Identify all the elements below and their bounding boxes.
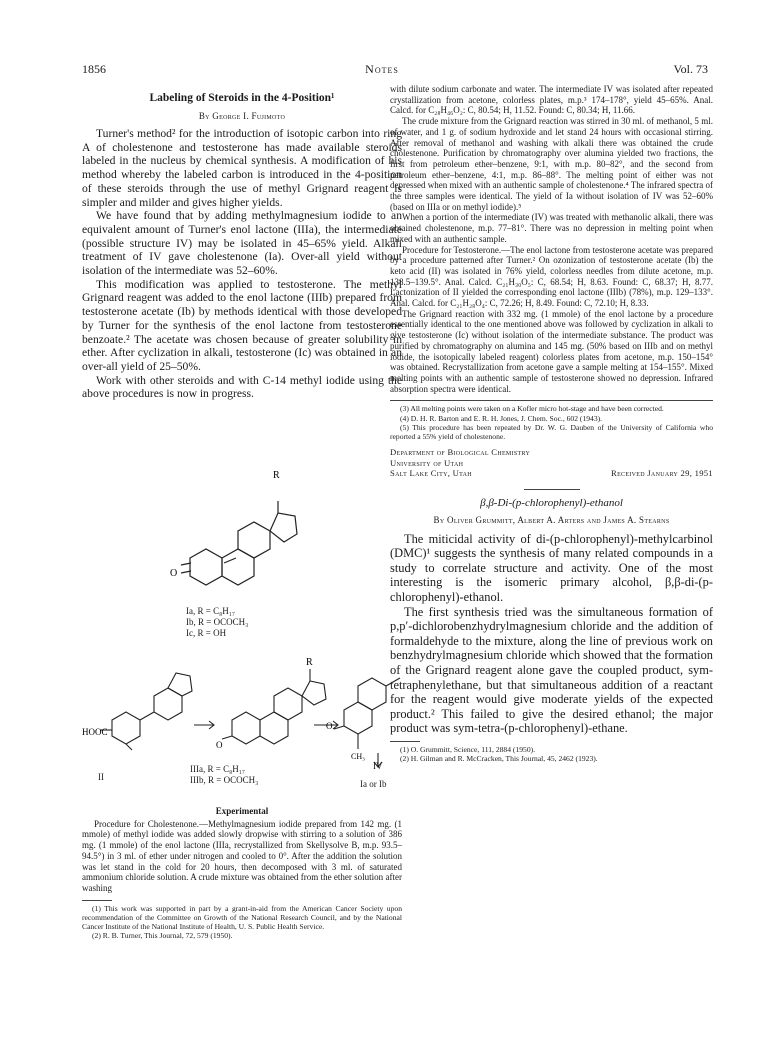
footnote: (1) O. Grummitt, Science, 111, 2884 (1950). <box>400 745 536 755</box>
footnote: (4) D. H. R. Barton and E. R. H. Jones, J. Chem. Soc., 602 (1943). <box>400 413 603 423</box>
label-iiia: IIIa, R = C₈H₁₇ <box>190 764 245 774</box>
running-head: Notes <box>365 62 399 76</box>
hooc-label: HOOC <box>82 727 108 737</box>
volume: Vol. 73 <box>673 62 708 76</box>
paragraph: The crude mixture from the Grignard reaction was stirred in 30 ml. of methanol, 5 ml. of water, and 1 g. of sodium hydroxide and let stand 24 hours with occasional stirring. After removal of methanol and washing with alkali there was obtained the crude cholestenone. Purification by chromatography over alumina yielded two fractions, the first from petroleum ether–benzene, 9:1, with m.p. 80–82°, and the second from petroleum ether–benzene, 4:1, m.p. 86–88°. The melting point of either was not depressed when mixed with an authentic sample of cholestenone.⁴ The infrared spectra of the three samples were identical. The yield of Ia without isolation of IV was 52–60% (based on IIIa or on methyl iodide).⁵ <box>390 116 713 212</box>
paragraph: Procedure for Cholestenone.—Methylmagnesium iodide prepared from 142 mg. (1 mmole) of methyl iodide was added slowly dropwise with stirring to a solution of 386 mg. (1 mmole) of the enol lactone (IIIa, recrystallized from Skellysolve B, m.p. 93.5–94.5°) in 3 ml. of ether under nitrogen and cooled to 0°. After the addition the solution was let stand in the cold for 20 hours, then decomposed with 3 ml. of saturated ammonium chloride solution. A crude mixture was obtained from the ether solution after washing <box>82 818 402 893</box>
paragraph: Procedure for Testosterone.—The enol lactone from testosterone acetate was prepared by a procedure patterned after Turner.² On ozonization of testosterone acetate (Ib) the keto acid (II) was isolated in 76% yield, colorless needles from dilute acetone, m.p. 138.5–139.5°. Anal. Calcd. C₂₁H₃₀O₅: C, 68.54; H, 8.63. Found: C, 68.37; H, 8.77. Lactonization of II yielded the corresponding enol lactone (IIIb) (78%), m.p. 129–133°. Anal. Calcd. for C₂₁H₂₈O₄: C, 72.26; H, 8.49. Found: C, 72.10; H, 8.33. <box>390 244 713 309</box>
paragraph: with dilute sodium carbonate and water. The intermediate IV was isolated after repeated crystallization from acetone, colorless plates, m.p.³ 174–178°, yield 45–65%. Anal. Calcd. for C₂₈H₄₆O₂: C, 80.54; H, 11.52. Found: C, 80.34; H, 11.66. <box>390 84 713 116</box>
city: Salt Lake City, Utah <box>390 468 472 479</box>
footnote-rule <box>390 400 713 401</box>
label-iv: IV <box>373 761 383 771</box>
r-label: R <box>306 657 313 668</box>
steroid-structure-i <box>150 468 310 628</box>
experimental-heading: Experimental <box>215 806 269 816</box>
footnote: (2) H. Gilman and R. McCracken, This Journal, 45, 2462 (1923). <box>400 754 598 764</box>
scheme-labels <box>190 764 258 786</box>
article-byline: By George I. Fujimoto <box>198 111 286 121</box>
received-date: Received January 29, 1951 <box>611 468 713 479</box>
paragraph: We have found that by adding methylmagnesium iodide to an equivalent amount of Turner's enol lactone (IIIa), the intermediate (possible structure IV) may be isolated in 45–65% yield. Alkali treatment of IV gave cholestenone (Ia). Over-all yield without isolation of the intermediate was 52–60%. <box>82 209 402 278</box>
page-number: 1856 <box>82 62 106 76</box>
right-column <box>390 84 713 763</box>
label-ia: Ia, R = C₈H₁₇ <box>186 606 235 616</box>
label-ic: Ic, R = OH <box>186 628 227 638</box>
oxygen-label: O <box>216 740 223 750</box>
experimental-section <box>82 806 402 940</box>
label-iiib: IIIb, R = OCOCH₃ <box>190 775 259 785</box>
r-label: R <box>273 470 280 481</box>
footnote: (2) R. B. Turner, This Journal, 72, 579 (1950). <box>92 931 233 941</box>
article-separator <box>524 489 580 490</box>
paragraph: This modification was applied to testosterone. The methyl Grignard reagent was added to the enol lactone (IIIb) prepared from testosterone acetate (Ib) by methods identical with those developed by Turner for the synthesis of the enol lactone from testosterone benzoate.² The acetate was chosen because of greater solubility in ether. After cyclization in alkali, testosterone (Ic) was obtained in an over-all yield of 25–50%. <box>82 277 402 373</box>
footnote-rule <box>82 900 112 901</box>
oxygen-label: O <box>170 568 178 579</box>
label-ib: Ib, R = OCOCH₃ <box>186 617 249 627</box>
paragraph: When a portion of the intermediate (IV) was treated with methanolic alkali, there was obtained cholestenone, m.p. 77–81°. There was no depression in melting point when mixed with an authentic sample. <box>390 212 713 244</box>
reaction-scheme <box>82 645 402 775</box>
footnote: (5) This procedure has been repeated by Dr. W. G. Dauben of the University of California who reported a 55% yield of cholestenone. <box>390 422 713 441</box>
left-column <box>82 92 402 401</box>
ch3-label: CH₃ <box>351 752 365 761</box>
article-title: Labeling of Steroids in the 4-Position¹ <box>149 92 335 104</box>
article-byline: By Oliver Grummitt, Albert A. Arters and James A. Stearns <box>433 514 670 525</box>
paragraph: The first synthesis tried was the simultaneous formation of p,p′-dichlorobenzhydrylmagnesium chloride and the addition of formaldehyde to the mixture, along the line of previous work on benzhydrylmagnesium chloride which showed that the formation of the Grignard reagent alone gave the coupled product, sym-tetraphenylethane, but that simultaneous addition of a reactant for the reagent would give moderate yields of the expected product.² This failed to give the desired ethanol; the major product was sym-tetra-(p-chlorophenyl)-ethane. <box>390 604 713 736</box>
paragraph: Work with other steroids and with C-14 methyl iodide using the above procedures is now in progress. <box>82 373 402 401</box>
structure-labels <box>186 606 248 639</box>
label-ii: II <box>98 772 104 782</box>
affiliation <box>390 447 713 479</box>
footnote: (1) This work was supported in part by a grant-in-aid from the American Cancer Society upon recommendation of the Committee on Growth of the National Research Council, and by the National Cancer Institute of the National Institute of Health, U. S. Public Health Service. <box>82 903 402 932</box>
oxygen-label: O <box>326 721 333 731</box>
department: Department of Biological Chemistry <box>390 447 531 458</box>
paragraph: The Grignard reaction with 332 mg. (1 mmole) of the enol lactone by a procedure essentially identical to the one mentioned above was followed by cyclization in alkali to give testosterone (Ic) without isolation of the intermediate substance. The product was purified by chromatography on alumina and 145 mg. (50% based on IIIb and on methyl iodide, the isotopically labeled reagent) colorless plates from acetone, m.p. 150–154° was obtained. Recrystallization from acetone gave a sample melting at 154–155°. Mixed melting points with an authentic sample of testosterone showed no depression. Infrared absorption spectra were identical. <box>390 308 713 394</box>
paragraph: Turner's method² for the introduction of isotopic carbon into ring A of cholestenone and testosterone has made available steroids labeled in the nucleus by chemical synthesis. A modification of his method whereby the labeled carbon is introduced in the 4-position of these steroids through the use of methyl Grignard reagent is simpler and milder and gives higher yields. <box>82 127 402 209</box>
footnote-rule <box>390 741 420 742</box>
paragraph: The miticidal activity of di-(p-chlorophenyl)-methylcarbinol (DMC)¹ suggests the synthesis of many related compounds in a study to correlate structure and activity. One of the most interesting is the isomeric primary alcohol, β,β-di-(p-chlorophenyl)-ethanol. <box>390 531 713 605</box>
label-product: Ia or Ib <box>360 779 387 789</box>
university: University of Utah <box>390 457 464 468</box>
article-title: β,β-Di-(p-chlorophenyl)-ethanol <box>480 496 623 509</box>
footnote: (3) All melting points were taken on a Kofler micro hot-stage and have been corrected. <box>400 404 664 414</box>
